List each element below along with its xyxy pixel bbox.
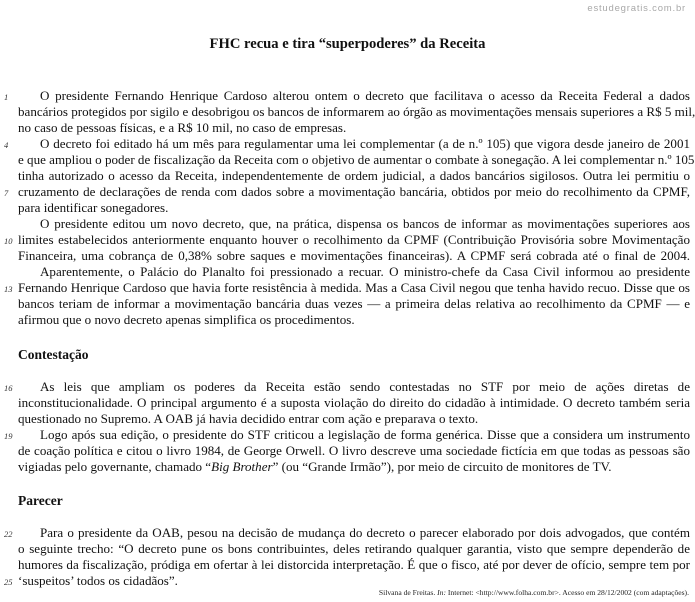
- line-number: 10: [4, 236, 13, 246]
- source-citation: [379, 588, 689, 597]
- text-line: As leis que ampliam os poderes da Receita estão sendo contestadas no STF por meio de ações diretas de: [40, 379, 690, 394]
- text-line: Fernando Henrique Cardoso que havia forte resistência à medida. Mas a Casa Civil negou que tenha havido recuo. Disse que os: [18, 280, 690, 295]
- text-line: Para o presidente da OAB, pesou na decisão de mudança do decreto o parecer elaborado por dois advogados, que contém: [40, 525, 690, 540]
- text-line: de coação política e citou o livro 1984, de George Orwell. O livro descreve uma sociedade fictícia em que todas as pessoas são: [18, 443, 690, 458]
- text-line: no caso de pessoas físicas, e a R$ 10 mil, no caso de empresas.: [18, 120, 347, 135]
- watermark-text: estudegratis.com.br: [587, 3, 686, 14]
- text-line: limites estabelecidos anteriormente enquanto houver o recolhimento da CPMF (Contribuição Provisória sobre Movimentação: [18, 232, 690, 247]
- text-line: O presidente Fernando Henrique Cardoso alterou ontem o decreto que facilitava o acesso da Receita Federal a dados: [40, 88, 690, 103]
- text-line: humores da fiscalização, pródiga em ofertar à lei distorcida interpretação. É que o fisco, até por dever de ofício, sempre tem por: [18, 557, 690, 572]
- article-title: FHC recua e tira “superpoderes” da Receita: [209, 36, 486, 52]
- text-line: bancos teriam de informar a movimentação bancária duas vezes — a primeira delas relativa ao recolhimento da CPMF — e: [18, 296, 690, 311]
- line-number: 22: [4, 529, 13, 539]
- text-line: cruzamento de declarações de renda com dados sobre a movimentação bancária, obtidos por meio do recolhimento da CPMF,: [18, 184, 690, 199]
- text-line: Aparentemente, o Palácio do Planalto foi pressionado a recuar. O ministro-chefe da Casa Civil informou ao presidente: [40, 264, 690, 279]
- text-line: e que ampliou o poder de fiscalização da Receita com o objetivo de aumentar o combate à sonegação. A lei complementar n.º 105: [18, 152, 695, 167]
- text-line: bancários protegidos por sigilo e desobrigou os bancos de informarem ao órgão as movimentações mensais superiores a R$ 5 mil,: [18, 104, 695, 119]
- text-fragment: vigiadas pelo governante, chamado “: [18, 459, 212, 474]
- text-line: questionado no Supremo. A OAB já havia decidido entrar com ação e preparava o texto.: [18, 411, 479, 426]
- line-number: 7: [4, 188, 9, 198]
- source-in: In:: [437, 588, 446, 597]
- text-line: inconstitucionalidade. O principal argumento é a suposta violação do direito do cidadão à intimidade. O decreto também seria: [18, 395, 690, 410]
- line-number: 16: [4, 383, 13, 393]
- italic-term: Big Brother: [211, 459, 273, 474]
- source-details: Internet: <http://www.folha.com.br>. Acesso em 28/12/2002 (com adaptações).: [447, 588, 689, 597]
- line-number: 25: [4, 577, 13, 587]
- text-line: afirmou que o novo decreto apenas simplifica os procedimentos.: [18, 312, 355, 327]
- line-number: 13: [4, 284, 13, 294]
- text-line: ‘suspeitos’ todos os cidadãos”.: [18, 573, 178, 588]
- source-author: Silvana de Freitas.: [378, 588, 436, 597]
- line-number: 19: [4, 431, 13, 441]
- line-number: 1: [4, 92, 9, 102]
- text-line: tinha autorizado o acesso da Receita, independentemente de ordem judicial, a dados bancários sigilosos. Outra lei permitiu o: [18, 168, 690, 183]
- text-line: para identificar sonegadores.: [18, 200, 169, 215]
- text-line: O presidente editou um novo decreto, que, na prática, dispensa os bancos de informar as movimentações superiores aos: [40, 216, 690, 231]
- text-line: Logo após sua edição, o presidente do STF criticou a legislação de forma genérica. Disse que a considera um instrumento: [40, 427, 690, 442]
- line-number: 4: [4, 140, 9, 150]
- text-line: [18, 459, 690, 475]
- text-fragment: ” (ou “Grande Irmão”), por meio de circuito de monitores de TV.: [272, 459, 612, 474]
- text-line: O decreto foi editado há um mês para regulamentar uma lei complementar (a de n.º 105) que vigora desde janeiro de 2001: [40, 136, 690, 151]
- text-line: Financeira, uma cobrança de 0,38% sobre saques e movimentações financeiras). A CPMF será cobrada até o final de 2004.: [18, 248, 690, 263]
- section-heading-parecer: Parecer: [18, 493, 63, 508]
- section-heading-contestacao: Contestação: [18, 347, 89, 362]
- text-line: o seguinte trecho: “O decreto pune os bons contribuintes, deles retirando qualquer garantia, visto que sempre dependerão de: [18, 541, 690, 556]
